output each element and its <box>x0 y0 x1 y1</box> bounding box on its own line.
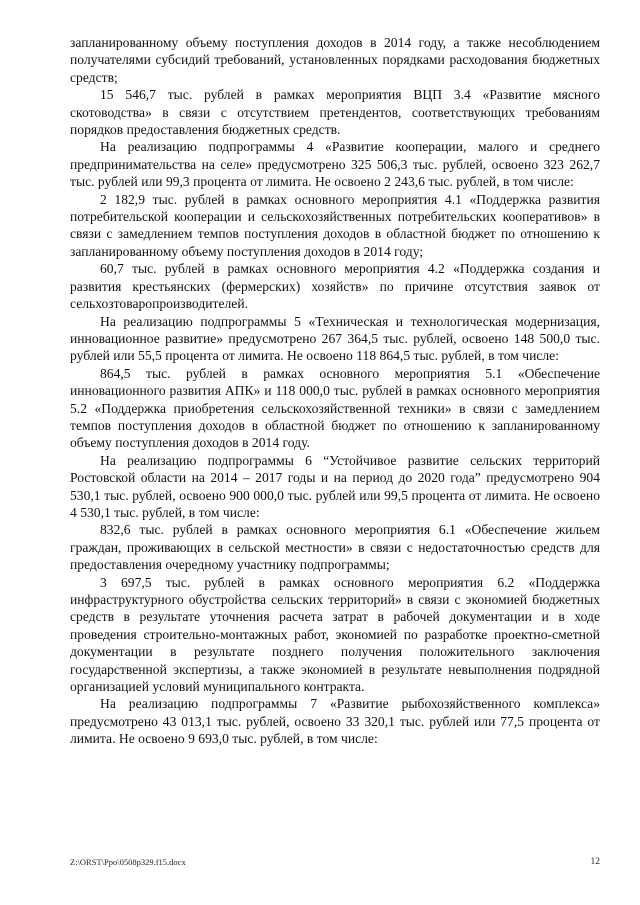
paragraph-5: 60,7 тыс. рублей в рамках основного мероприятия 4.2 «Поддержка создания и развития крестьянских (фермерских) хозяйств» по причине отсутствия заявок от сельхозтоваропроизводителей. <box>70 261 600 312</box>
paragraph-9: 832,6 тыс. рублей в рамках основного мероприятия 6.1 «Обеспечение жильем граждан, проживающих в сельской местности» в связи с недостаточностью средств для предоставления очередному участнику подпрограммы; <box>70 522 600 573</box>
page-number: 12 <box>590 857 600 867</box>
paragraph-6: На реализацию подпрограммы 5 «Техническая и технологическая модернизация, инновационное развитие» предусмотрено 267 364,5 тыс. рублей, освоено 148 500,0 тыс. рублей или 55,5 процента от лимита. Не освоено 118 864,5 тыс. рублей, в том числе: <box>70 313 600 364</box>
paragraph-1: запланированному объему поступления доходов в 2014 году, а также несоблюдением получателями субсидий требований, установленных порядками расходования бюджетных средств; <box>70 35 600 85</box>
paragraph-11: На реализацию подпрограммы 7 «Развитие рыбохозяйственного комплекса» предусмотрено 43 013,1 тыс. рублей, освоено 33 320,1 тыс. рублей или 77,5 процента от лимита. Не освоено 9 693,0 тыс. рублей, в том числе: <box>70 696 600 747</box>
paragraph-3: На реализацию подпрограммы 4 «Развитие кооперации, малого и среднего предпринимательства на селе» предусмотрено 325 506,3 тыс. рублей, освоено 323 262,7 тыс. рублей или 99,3 процента от лимита. Не освоено 2 243,6 тыс. рублей, в том числе: <box>70 139 600 190</box>
paragraph-10: 3 697,5 тыс. рублей в рамках основного мероприятия 6.2 «Поддержка инфраструктурного обустройства сельских территорий» в связи с экономией бюджетных средств в результате уточнения расчета затрат в рабочей документации и в ходе проведения строительно-монтажных работ, экономией по разработке проектно-сметной документации в результате позднего получения положительного заключения государственной экспертизы, а также экономией в результате невыполнения подрядной организацией условий муниципального контракта. <box>70 574 600 695</box>
document-body <box>70 34 600 748</box>
paragraph-2: 15 546,7 тыс. рублей в рамках мероприятия ВЦП 3.4 «Развитие мясного скотоводства» в связи с отсутствием претендентов, соответствующих требованиям порядков предоставления бюджетных средств. <box>70 87 600 138</box>
footer-file-path: Z:\ORST\Ppo\0508p329.f15.docx <box>70 857 186 867</box>
paragraph-7: 864,5 тыс. рублей в рамках основного мероприятия 5.1 «Обеспечение инновационного развития АПК» и 118 000,0 тыс. рублей в рамках основного мероприятия 5.2 «Поддержка приобретения сельскохозяйственной техники» в связи с замедлением темпов поступления доходов в областной бюджет по отношению к запланированному объему поступления доходов в 2014 году. <box>70 365 600 451</box>
paragraph-4: 2 182,9 тыс. рублей в рамках основного мероприятия 4.1 «Поддержка развития потребительской кооперации и сельскохозяйственных потребительских кооперативов» в связи с замедлением темпов поступления доходов в областной бюджет по отношению к запланированному объему поступления доходов в 2014 году; <box>70 191 600 259</box>
paragraph-8: На реализацию подпрограммы 6 “Устойчивое развитие сельских территорий Ростовской области на 2014 – 2017 годы и на период до 2020 года” предусмотрено 904 530,1 тыс. рублей, освоено 900 000,0 тыс. рублей или 99,5 процента от лимита. Не освоено 4 530,1 тыс. рублей, в том числе: <box>70 452 600 520</box>
